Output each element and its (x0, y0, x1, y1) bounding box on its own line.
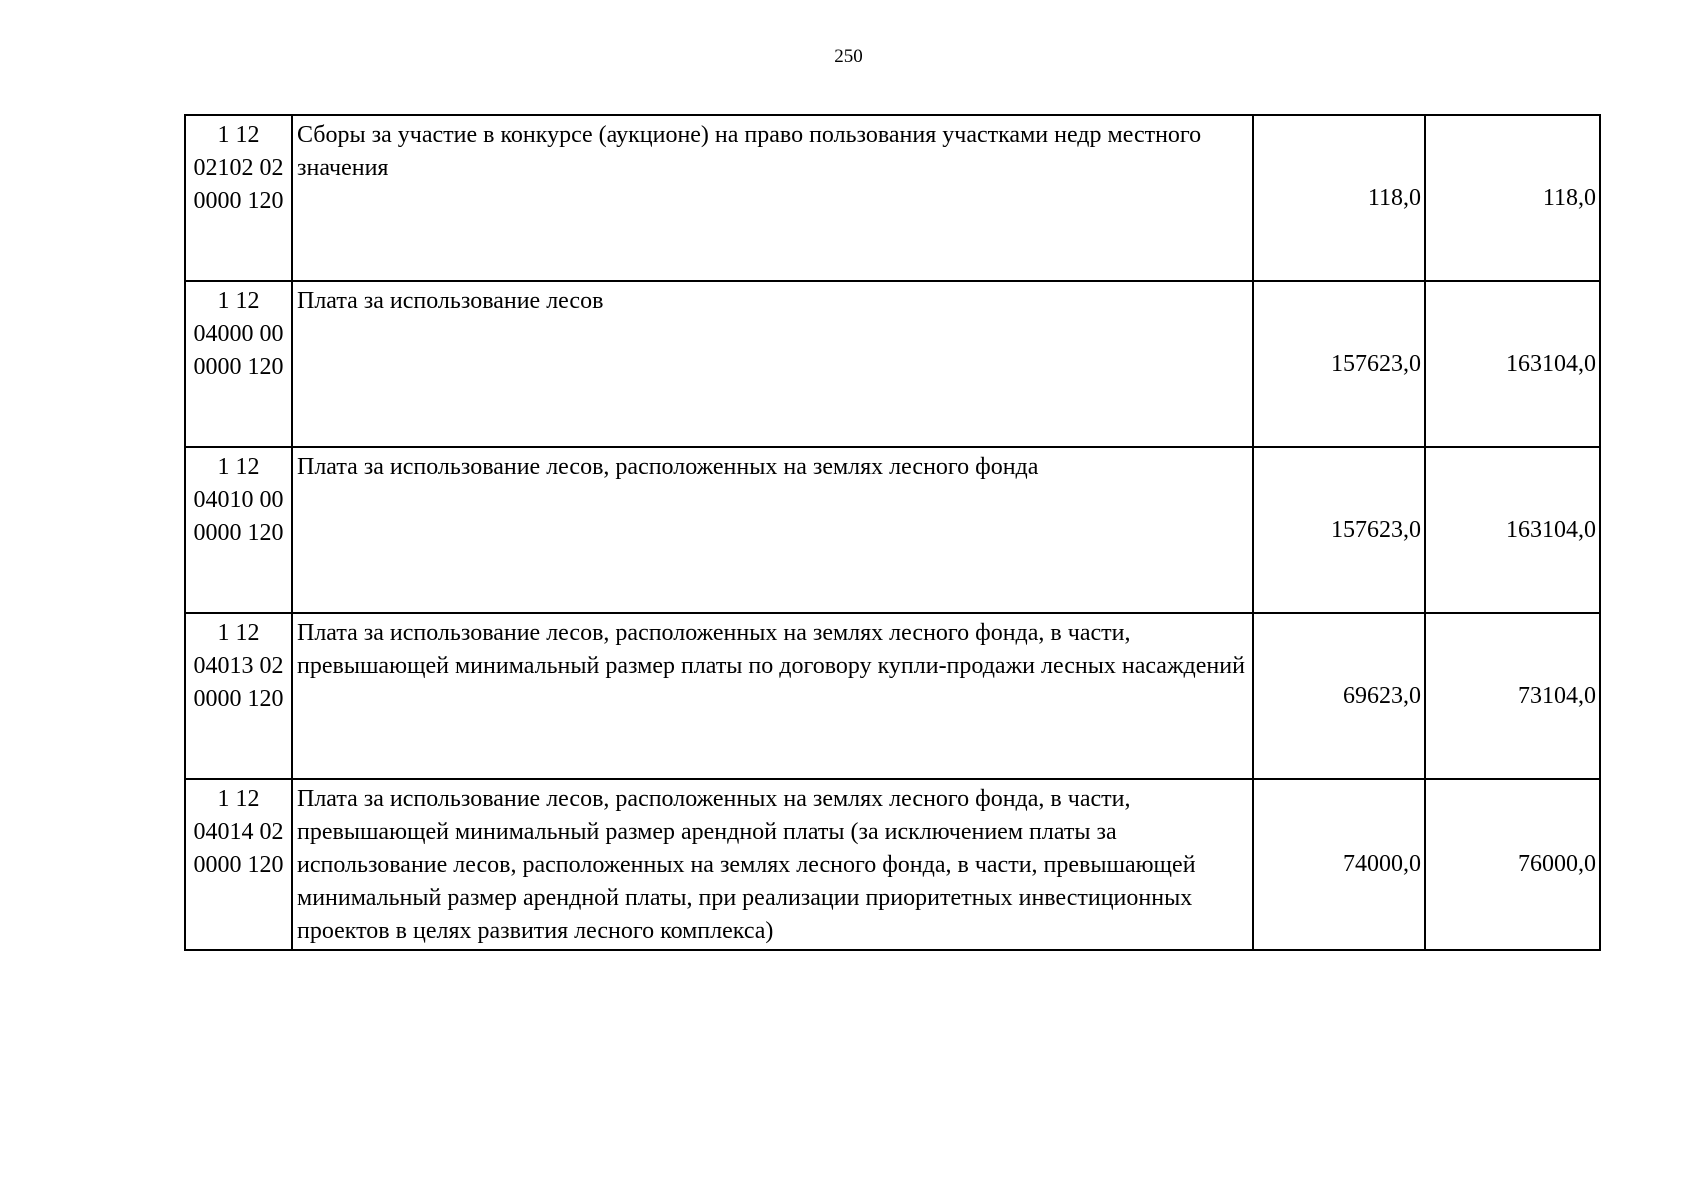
budget-code-line: 0000 120 (193, 852, 284, 878)
value-cell-2: 163104,0 (1425, 447, 1600, 613)
budget-code-cell (185, 613, 292, 779)
table-row (185, 613, 1600, 779)
value-cell-1: 74000,0 (1253, 779, 1425, 950)
value-cell-2: 73104,0 (1425, 613, 1600, 779)
value-cell-1: 69623,0 (1253, 613, 1425, 779)
budget-code-cell (185, 447, 292, 613)
budget-code-line: 1 12 (217, 122, 260, 148)
description-cell: Плата за использование лесов (292, 281, 1253, 447)
description-cell: Плата за использование лесов, расположенных на землях лесного фонда (292, 447, 1253, 613)
value-cell-2: 163104,0 (1425, 281, 1600, 447)
value-cell-1: 118,0 (1253, 115, 1425, 281)
budget-table (184, 114, 1601, 951)
value-cell-2: 118,0 (1425, 115, 1600, 281)
table-row (185, 779, 1600, 950)
budget-code-line: 1 12 (217, 620, 260, 646)
budget-code-line: 04000 00 (193, 321, 284, 347)
budget-code-line: 0000 120 (193, 520, 284, 546)
budget-code-line: 04014 02 (193, 819, 284, 845)
budget-code-line: 1 12 (217, 454, 260, 480)
table-row (185, 447, 1600, 613)
value-cell-1: 157623,0 (1253, 447, 1425, 613)
budget-code-cell (185, 281, 292, 447)
budget-code-line: 0000 120 (193, 686, 284, 712)
value-cell-1: 157623,0 (1253, 281, 1425, 447)
table-row (185, 115, 1600, 281)
budget-code-line: 0000 120 (193, 188, 284, 214)
budget-code-cell (185, 115, 292, 281)
budget-code-cell (185, 779, 292, 950)
budget-code-line: 0000 120 (193, 354, 284, 380)
budget-code-line: 1 12 (217, 288, 260, 314)
page-number: 250 (834, 46, 863, 67)
budget-code-line: 04013 02 (193, 653, 284, 679)
value-cell-2: 76000,0 (1425, 779, 1600, 950)
table-row (185, 281, 1600, 447)
description-cell: Сборы за участие в конкурсе (аукционе) на право пользования участками недр местного значения (292, 115, 1253, 281)
budget-code-line: 02102 02 (193, 155, 284, 181)
description-cell: Плата за использование лесов, расположенных на землях лесного фонда, в части, превышающей минимальный размер арендной платы (за исключением платы за использование лесов, расположенных на землях лесного фонда, в части, превышающей минимальный размер арендной платы, при реализации приоритетных инвестиционных проектов в целях развития лесного комплекса) (292, 779, 1253, 950)
budget-code-line: 04010 00 (193, 487, 284, 513)
budget-code-line: 1 12 (217, 786, 260, 812)
description-cell: Плата за использование лесов, расположенных на землях лесного фонда, в части, превышающей минимальный размер платы по договору купли-продажи лесных насаждений (292, 613, 1253, 779)
